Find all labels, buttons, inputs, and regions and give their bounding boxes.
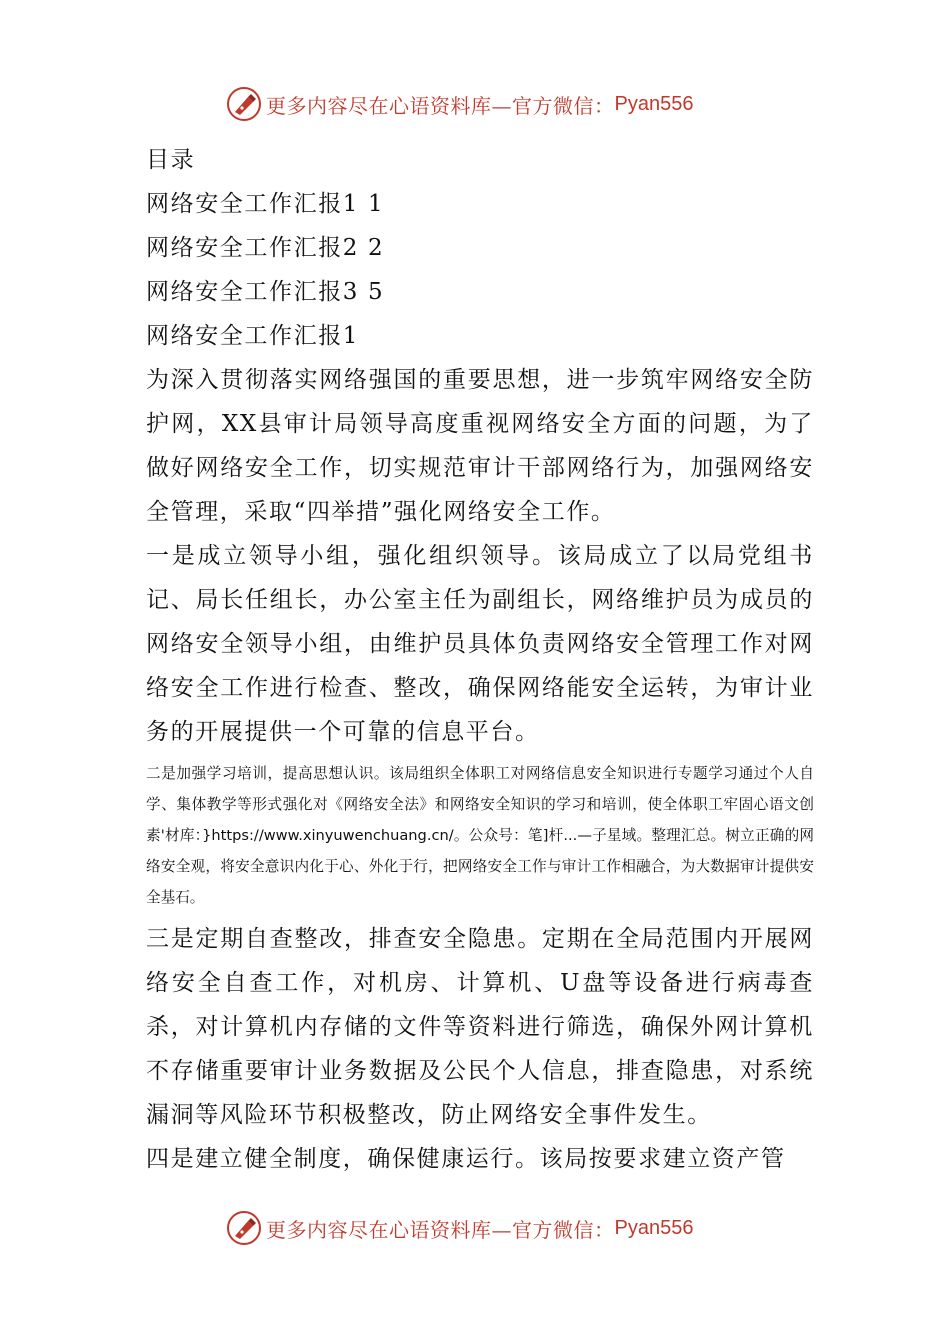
intro-paragraph: 为深入贯彻落实网络强国的重要思想，进一步筑牢网络安全防护网，XX县审计局领导高度重视网络安全方面的问题，为了做好网络安全工作，切实规范审计干部网络行为，加强网络安全管理，采取“四举措”强化网络安全工作。 [146, 367, 814, 525]
measure-three-paragraph: 三是定期自查整改，排查安全隐患。定期在全局范围内开展网络安全自查工作，对机房、计算机、U盘等设备进行病毒查杀，对计算机内存储的文件等资料进行筛选，确保外网计算机不存储重要审计业务数据及公民个人信息，排查隐患，对系统漏洞等风险环节积极整改，防止网络安全事件发生。 [146, 926, 814, 1128]
toc-entry: 网络安全工作汇报3 5 [146, 279, 385, 305]
document-body [146, 138, 814, 1181]
banner-wechat-id: Pyan556 [614, 1216, 694, 1239]
toc-entry: 网络安全工作汇报2 2 [146, 235, 385, 261]
footer-banner [226, 1208, 746, 1248]
article-heading: 网络安全工作汇报1 [146, 323, 360, 349]
banner-wechat-id: Pyan556 [614, 92, 694, 115]
measure-one-paragraph: 一是成立领导小组，强化组织领导。该局成立了以局党组书记、局长任组长，办公室主任为副组长，网络维护员为成员的网络安全领导小组，由维护员具体负责网络安全管理工作对网络安全工作进行检查、整改，确保网络能安全运转，为审计业务的开展提供一个可靠的信息平台。 [146, 543, 814, 745]
pen-nib-logo-icon [226, 1210, 262, 1246]
banner-text: 更多内容尽在心语资料库—官方微信： [266, 1217, 615, 1242]
header-banner [226, 84, 746, 124]
measure-two-paragraph: 二是加强学习培训，提高思想认识。该局组织全体职工对网络信息安全知识进行专题学习通过个人自学、集体教学等形式强化对《网络安全法》和网络安全知识的学习和培训，使全体职工牢固心语文创素'材库：}https://www.xinyuwenchuang.cn/。公众号：笔]杆...—子星域。整理汇总。树立正确的网络安全观，将安全意识内化于心、外化于行，把网络安全工作与审计工作相融合，为大数据审计提供安全基石。 [146, 765, 814, 906]
toc-title: 目录 [146, 147, 196, 173]
toc-entry: 网络安全工作汇报1 1 [146, 191, 385, 217]
pen-nib-logo-icon [226, 86, 262, 122]
measure-four-paragraph: 四是建立健全制度，确保健康运行。该局按要求建立资产管 [146, 1146, 786, 1172]
banner-text: 更多内容尽在心语资料库—官方微信： [266, 93, 615, 118]
